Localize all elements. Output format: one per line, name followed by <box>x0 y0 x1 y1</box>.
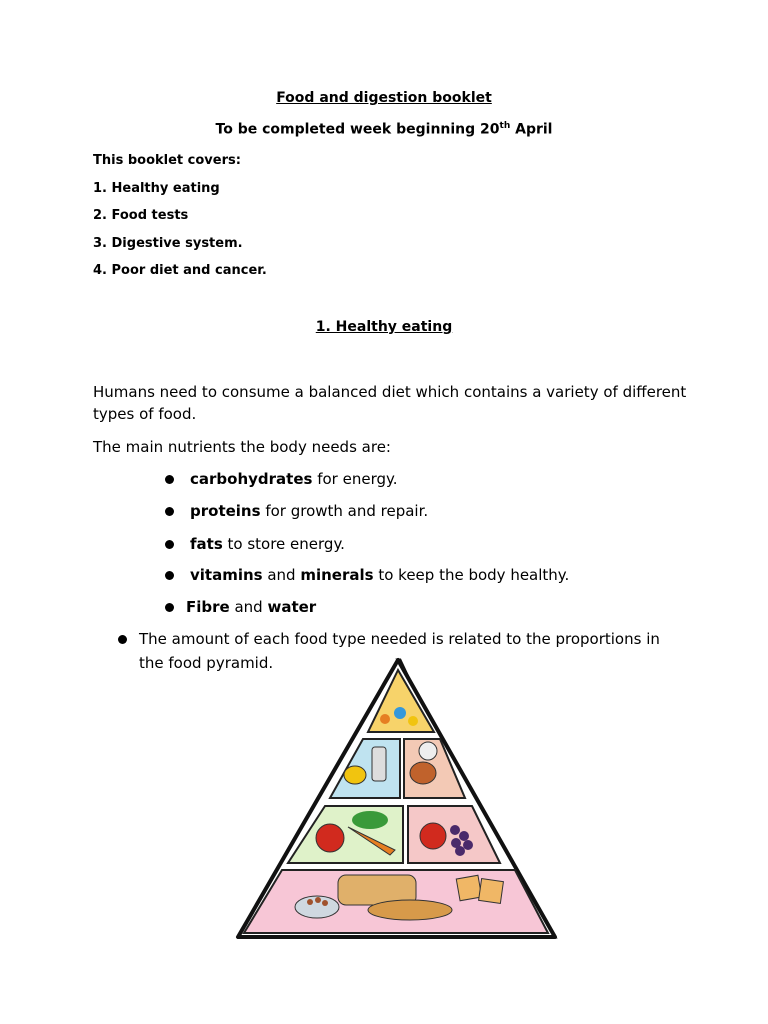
bullet-icon <box>165 475 174 484</box>
food-pyramid-image <box>230 655 565 945</box>
paragraph-line: Humans need to consume a balanced diet which contains a variety of different <box>93 383 687 401</box>
covers-item: 1. Healthy eating <box>93 181 220 196</box>
bullet-icon <box>165 603 174 612</box>
nutrient-item: fats to store energy. <box>190 535 345 553</box>
covers-heading: This booklet covers: <box>93 153 241 168</box>
paragraph-line: types of food. <box>93 405 197 423</box>
paragraph: The main nutrients the body needs are: <box>93 438 391 456</box>
bullet-icon <box>165 571 174 580</box>
bullet-icon <box>165 507 174 516</box>
nutrient-item: proteins for growth and repair. <box>190 502 429 520</box>
covers-item: 2. Food tests <box>93 208 189 223</box>
document-subtitle: To be completed week beginning 20th April <box>215 121 553 138</box>
paragraph-line: The amount of each food type needed is related to the proportions in <box>139 630 660 648</box>
bullet-icon <box>118 635 127 644</box>
covers-item: 4. Poor diet and cancer. <box>93 263 267 278</box>
document-title: Food and digestion booklet <box>276 90 492 106</box>
nutrient-item: carbohydrates for energy. <box>190 470 398 488</box>
nutrient-item: Fibre and water <box>186 598 317 616</box>
nutrient-item: vitamins and minerals to keep the body healthy. <box>190 566 570 584</box>
paragraph-line: the food pyramid. <box>139 654 274 672</box>
bullet-icon <box>165 540 174 549</box>
section-heading: 1. Healthy eating <box>315 319 453 335</box>
covers-item: 3. Digestive system. <box>93 236 243 251</box>
